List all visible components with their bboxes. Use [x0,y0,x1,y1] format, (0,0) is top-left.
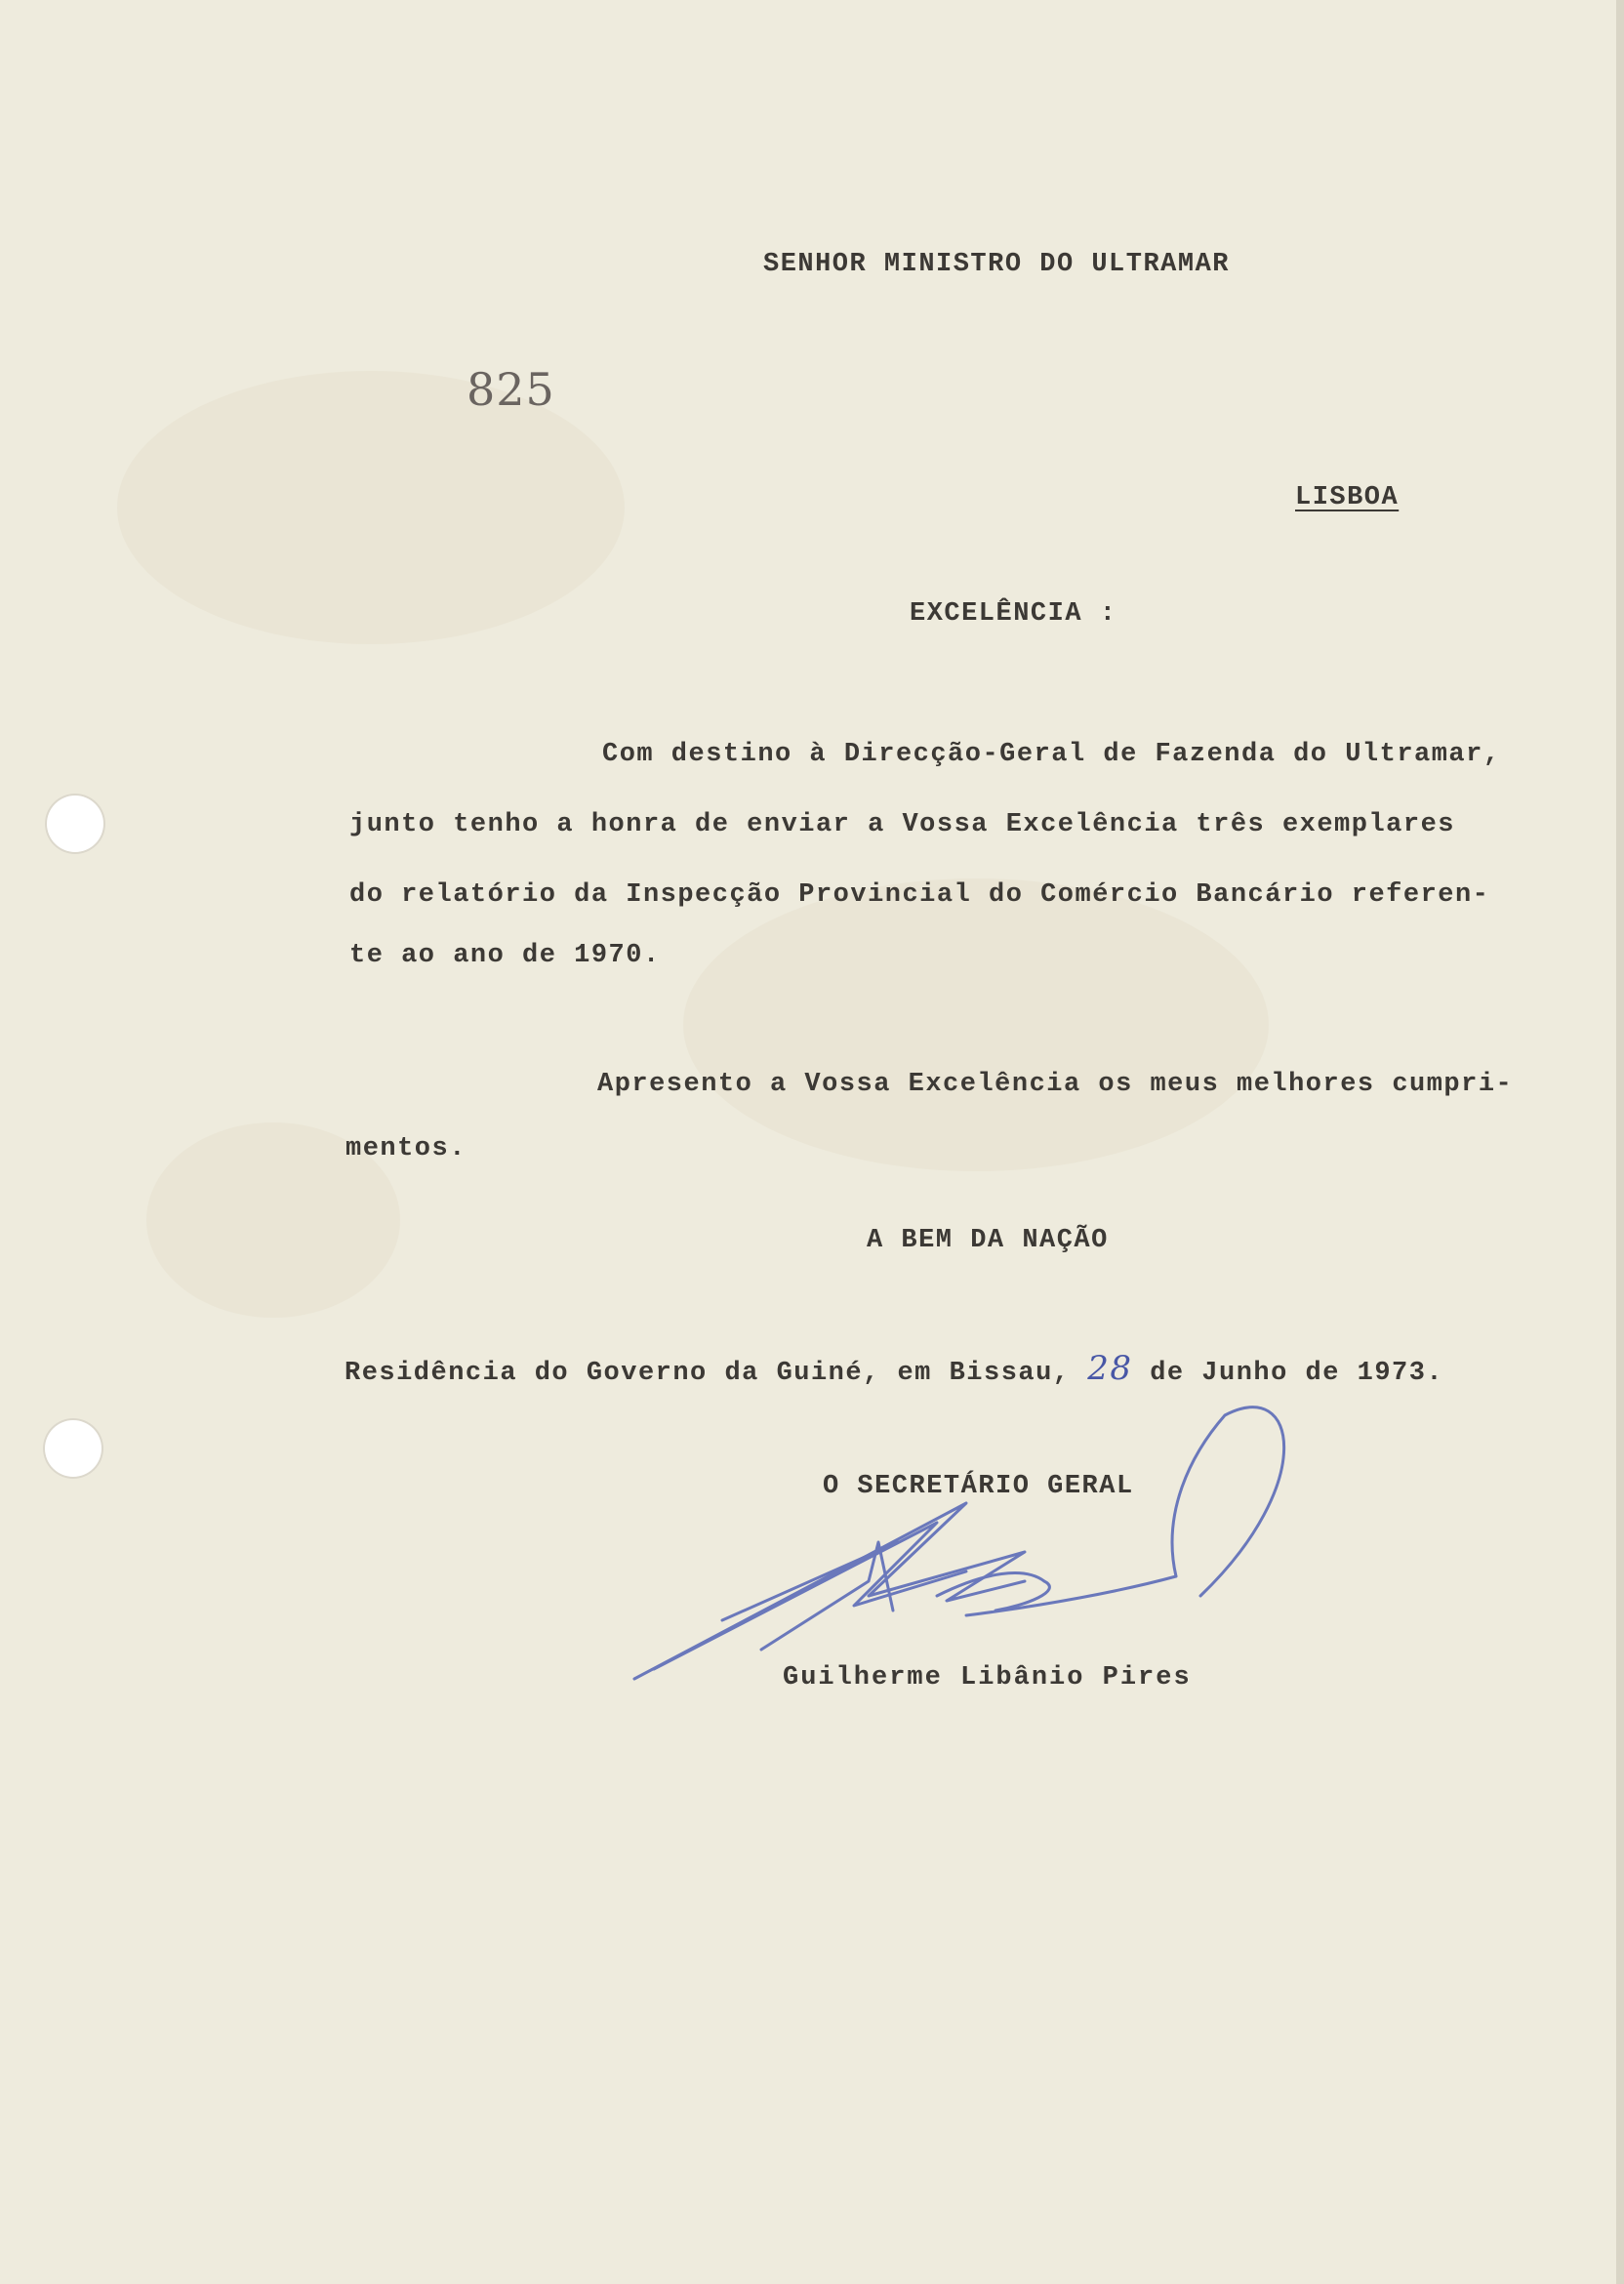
page-edge [1616,0,1624,2284]
addressee: SENHOR MINISTRO DO ULTRAMAR [763,250,1230,279]
paragraph-line: Com destino à Direcção-Geral de Fazenda do Ultramar, [602,740,1501,769]
salutation: EXCELÊNCIA : [910,599,1117,629]
date-prefix: Residência do Governo da Guiné, em Bissau, [345,1359,1071,1388]
paragraph-line: te ao ano de 1970. [349,941,661,970]
date-suffix: de Junho de 1973. [1150,1359,1444,1388]
paragraph-line: do relatório da Inspecção Provincial do Comércio Bancário referen- [349,880,1490,910]
signatory-name: Guilherme Libânio Pires [783,1663,1192,1693]
signatory-title: O SECRETÁRIO GERAL [823,1472,1134,1501]
handwritten-day: 28 [1087,1349,1133,1388]
paper-stain [683,878,1269,1171]
paragraph-line: mentos. [345,1134,467,1163]
date-line [345,1349,1444,1388]
paragraph-line: junto tenho a honra de enviar a Vossa Excelência três exemplares [349,810,1455,839]
punch-hole [45,1420,102,1477]
motto: A BEM DA NAÇÃO [867,1226,1109,1255]
city: LISBOA [1295,483,1400,512]
paragraph-line: Apresento a Vossa Excelência os meus melhores cumpri- [597,1070,1514,1099]
reference-number: 825 [467,363,555,416]
punch-hole [47,795,103,852]
handwritten-signature [615,1396,1318,1708]
